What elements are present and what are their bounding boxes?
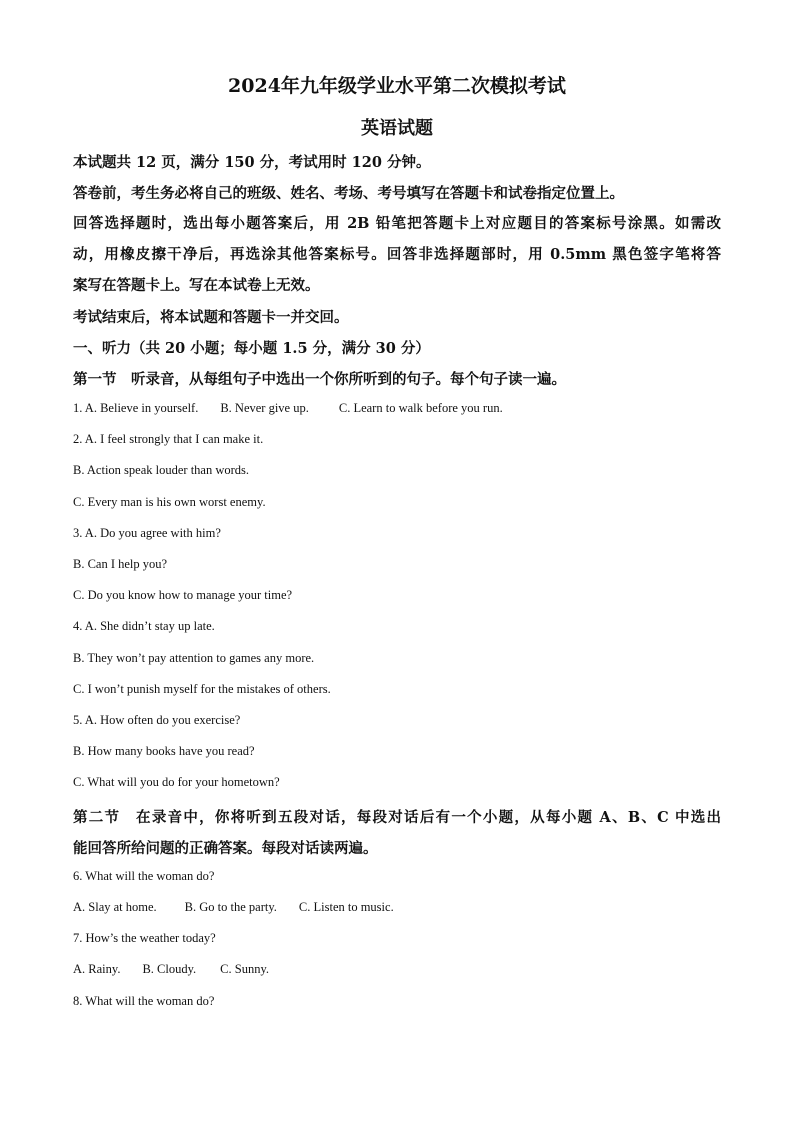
q2-option-c: C. Every man is his own worst enemy. bbox=[73, 495, 266, 509]
section2-heading-line1: 第二节 在录音中，你将听到五段对话，每段对话后有一个小题，从每小题 A、B、C 中选出 bbox=[73, 809, 721, 826]
instruction-line: 回答选择题时，选出每小题答案后，用 2B 铅笔把答题卡上对应题目的答案标号涂黑。如需改 bbox=[73, 215, 721, 232]
q6-option-c: C. Listen to music. bbox=[298, 900, 394, 914]
q7-option-b: B. Cloudy. bbox=[142, 962, 197, 976]
q4-option-a: 4. A. She didn’t stay up late. bbox=[73, 619, 215, 633]
q3-option-a: 3. A. Do you agree with him? bbox=[73, 526, 221, 540]
q5-option-b: B. How many books have you read? bbox=[73, 744, 255, 758]
question-1 bbox=[73, 401, 503, 416]
section2-heading-line2: 能回答所给问题的正确答案。每段对话读两遍。 bbox=[73, 840, 378, 857]
q8-stem: 8. What will the woman do? bbox=[73, 994, 215, 1008]
instruction-line: 动，用橡皮擦干净后，再选涂其他答案标号。回答非选择题部时，用 0.5mm 黑色签字笔将答 bbox=[73, 246, 721, 263]
exam-title: 2024年九年级学业水平第二次模拟考试 bbox=[228, 75, 566, 97]
q5-option-a: 5. A. How often do you exercise? bbox=[73, 713, 241, 727]
q1-option-c: C. Learn to walk before you run. bbox=[338, 401, 503, 415]
instruction-line: 本试题共 12 页，满分 150 分，考试用时 120 分钟。 bbox=[73, 154, 431, 171]
q2-option-a: 2. A. I feel strongly that I can make it. bbox=[73, 432, 264, 446]
instruction-line: 案写在答题卡上。写在本试卷上无效。 bbox=[73, 277, 320, 294]
exam-subtitle: 英语试题 bbox=[361, 118, 433, 139]
q4-option-c: C. I won’t punish myself for the mistakes of others. bbox=[73, 682, 331, 696]
q7-option-a: A. Rainy. bbox=[73, 962, 121, 976]
instruction-line: 答卷前，考生务必将自己的班级、姓名、考场、考号填写在答题卡和试卷指定位置上。 bbox=[73, 185, 624, 202]
q6-option-b: B. Go to the party. bbox=[184, 900, 277, 914]
q6-option-a: A. Slay at home. bbox=[73, 900, 157, 914]
q7-stem: 7. How’s the weather today? bbox=[73, 931, 216, 945]
q1-option-a: 1. A. Believe in yourself. bbox=[73, 401, 199, 415]
q2-option-b: B. Action speak louder than words. bbox=[73, 463, 250, 477]
question-7-options bbox=[73, 962, 269, 977]
part1-heading: 一、听力（共 20 小题；每小题 1.5 分，满分 30 分） bbox=[73, 340, 430, 357]
q3-option-b: B. Can I help you? bbox=[73, 557, 168, 571]
q6-stem: 6. What will the woman do? bbox=[73, 869, 215, 883]
instruction-line: 考试结束后，将本试题和答题卡一并交回。 bbox=[73, 309, 349, 326]
q7-option-c: C. Sunny. bbox=[220, 962, 270, 976]
question-6-options bbox=[73, 900, 394, 915]
q3-option-c: C. Do you know how to manage your time? bbox=[73, 588, 293, 602]
q4-option-b: B. They won’t pay attention to games any more. bbox=[73, 651, 315, 665]
q1-option-b: B. Never give up. bbox=[220, 401, 309, 415]
section1-heading: 第一节 听录音，从每组句子中选出一个你所听到的句子。每个句子读一遍。 bbox=[73, 371, 566, 388]
q5-option-c: C. What will you do for your hometown? bbox=[73, 775, 280, 789]
